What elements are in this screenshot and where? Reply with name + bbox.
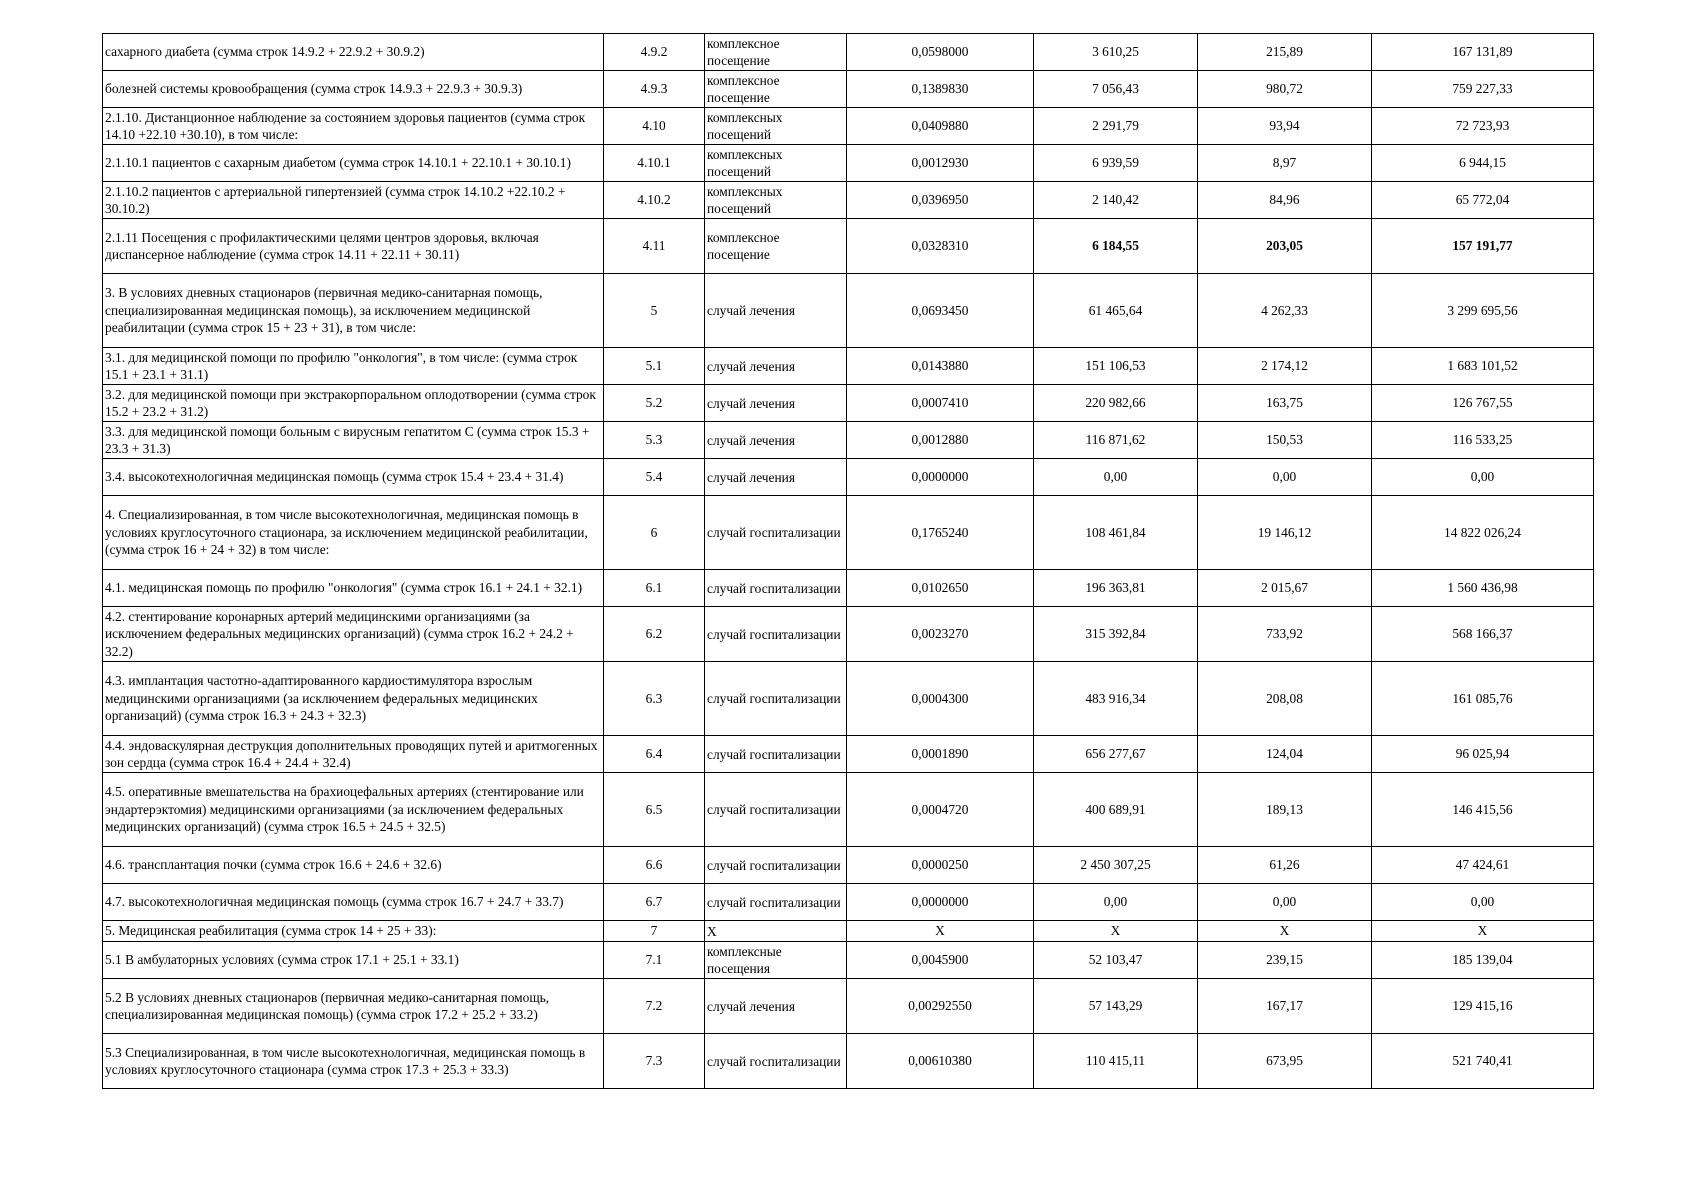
row-unit: комплексных посещений [705,145,847,182]
table-row [103,459,1594,496]
row-name: 5.2 В условиях дневных стационаров (первичная медико-санитарная помощь, специализированная медицинская помощь) (сумма строк 17.2 + 25.2 + 33.2) [103,979,604,1034]
row-number: 7.1 [604,942,705,979]
row-unit: случай госпитализации [705,662,847,736]
row-number: 7.2 [604,979,705,1034]
row-unit: случай госпитализации [705,1034,847,1089]
row-unit-cost: 108 461,84 [1034,496,1198,570]
row-per-capita: 2 174,12 [1198,348,1372,385]
row-name: 2.1.10.1 пациентов с сахарным диабетом (сумма строк 14.10.1 + 22.10.1 + 30.10.1) [103,145,604,182]
row-total: 568 166,37 [1372,607,1594,662]
row-unit: случай лечения [705,459,847,496]
row-total: Х [1372,921,1594,942]
row-total: 759 227,33 [1372,71,1594,108]
row-total: 116 533,25 [1372,422,1594,459]
row-number: 6.7 [604,884,705,921]
row-name: 3.4. высокотехнологичная медицинская помощь (сумма строк 15.4 + 23.4 + 31.4) [103,459,604,496]
row-number: 5.2 [604,385,705,422]
row-unit: случай госпитализации [705,736,847,773]
row-per-capita: 203,05 [1198,219,1372,274]
row-rate: 0,0143880 [847,348,1034,385]
table-row [103,348,1594,385]
row-name: 4.6. трансплантация почки (сумма строк 16.6 + 24.6 + 32.6) [103,847,604,884]
row-name: 5.3 Специализированная, в том числе высокотехнологичная, медицинская помощь в условиях круглосуточного стационара (сумма строк 17.3 + 25.3 + 33.3) [103,1034,604,1089]
row-total: 161 085,76 [1372,662,1594,736]
row-total: 6 944,15 [1372,145,1594,182]
row-per-capita: 733,92 [1198,607,1372,662]
row-per-capita: 150,53 [1198,422,1372,459]
row-unit-cost: 151 106,53 [1034,348,1198,385]
row-rate: 0,0004300 [847,662,1034,736]
row-per-capita: 8,97 [1198,145,1372,182]
row-rate: 0,0012880 [847,422,1034,459]
table-row [103,607,1594,662]
row-unit-cost: 2 291,79 [1034,108,1198,145]
row-number: 6 [604,496,705,570]
row-total: 521 740,41 [1372,1034,1594,1089]
row-total: 14 822 026,24 [1372,496,1594,570]
row-unit: комплексные посещения [705,942,847,979]
row-total: 65 772,04 [1372,182,1594,219]
row-unit: комплексных посещений [705,108,847,145]
row-unit-cost: 315 392,84 [1034,607,1198,662]
row-rate: 0,00610380 [847,1034,1034,1089]
row-number: 5.4 [604,459,705,496]
row-rate: 0,0000000 [847,459,1034,496]
row-total: 0,00 [1372,884,1594,921]
table-body [103,34,1594,1089]
row-per-capita: 673,95 [1198,1034,1372,1089]
table-row [103,662,1594,736]
row-unit: комплексных посещений [705,182,847,219]
row-rate: 0,1765240 [847,496,1034,570]
row-unit-cost: 3 610,25 [1034,34,1198,71]
row-rate: 0,0328310 [847,219,1034,274]
row-rate: Х [847,921,1034,942]
row-name: 2.1.10. Дистанционное наблюдение за состоянием здоровья пациентов (сумма строк 14.10 +22.10 +30.10), в том числе: [103,108,604,145]
table-row [103,422,1594,459]
table-row [103,219,1594,274]
table-row [103,736,1594,773]
row-unit-cost: Х [1034,921,1198,942]
table-row [103,34,1594,71]
table-row [103,71,1594,108]
row-name: 2.1.10.2 пациентов с артериальной гипертензией (сумма строк 14.10.2 +22.10.2 + 30.10.2) [103,182,604,219]
row-name: 4.3. имплантация частотно-адаптированного кардиостимулятора взрослым медицинскими организациями (за исключением федеральных медицинских организаций) (сумма строк 16.3 + 24.3 + 32.3) [103,662,604,736]
row-total: 167 131,89 [1372,34,1594,71]
row-number: 4.10 [604,108,705,145]
tariff-table [102,33,1594,1089]
row-total: 185 139,04 [1372,942,1594,979]
table-row [103,847,1594,884]
row-number: 6.1 [604,570,705,607]
row-unit-cost: 0,00 [1034,459,1198,496]
row-per-capita: 167,17 [1198,979,1372,1034]
row-number: 6.5 [604,773,705,847]
row-name: болезней системы кровообращения (сумма строк 14.9.3 + 22.9.3 + 30.9.3) [103,71,604,108]
table-row [103,979,1594,1034]
row-unit: случай лечения [705,385,847,422]
row-number: 7 [604,921,705,942]
row-number: 6.4 [604,736,705,773]
row-per-capita: 0,00 [1198,884,1372,921]
row-number: 5 [604,274,705,348]
row-unit-cost: 52 103,47 [1034,942,1198,979]
row-number: 6.6 [604,847,705,884]
row-rate: 0,00292550 [847,979,1034,1034]
row-unit-cost: 483 916,34 [1034,662,1198,736]
table-row [103,570,1594,607]
row-unit: комплексное посещение [705,219,847,274]
row-rate: 0,0004720 [847,773,1034,847]
table-row [103,182,1594,219]
row-per-capita: 93,94 [1198,108,1372,145]
row-unit-cost: 6 939,59 [1034,145,1198,182]
row-rate: 0,0409880 [847,108,1034,145]
row-per-capita: 163,75 [1198,385,1372,422]
row-number: 4.9.3 [604,71,705,108]
table-row [103,274,1594,348]
row-rate: 0,0001890 [847,736,1034,773]
table-row [103,942,1594,979]
row-unit-cost: 61 465,64 [1034,274,1198,348]
row-total: 0,00 [1372,459,1594,496]
row-rate: 0,0396950 [847,182,1034,219]
row-name: 4.2. стентирование коронарных артерий медицинскими организациями (за исключением федеральных медицинских организаций) (сумма строк 16.2 + 24.2 + 32.2) [103,607,604,662]
row-total: 129 415,16 [1372,979,1594,1034]
row-rate: 0,0007410 [847,385,1034,422]
table-row [103,385,1594,422]
row-unit: случай госпитализации [705,496,847,570]
row-number: 4.10.1 [604,145,705,182]
row-unit: случай госпитализации [705,607,847,662]
row-rate: 0,0023270 [847,607,1034,662]
row-unit-cost: 57 143,29 [1034,979,1198,1034]
row-unit: случай лечения [705,422,847,459]
row-rate: 0,0045900 [847,942,1034,979]
row-per-capita: 61,26 [1198,847,1372,884]
row-unit-cost: 2 450 307,25 [1034,847,1198,884]
row-total: 1 683 101,52 [1372,348,1594,385]
row-unit: случай госпитализации [705,773,847,847]
row-per-capita: Х [1198,921,1372,942]
row-per-capita: 215,89 [1198,34,1372,71]
row-total: 157 191,77 [1372,219,1594,274]
row-name: 4.7. высокотехнологичная медицинская помощь (сумма строк 16.7 + 24.7 + 33.7) [103,884,604,921]
row-number: 5.1 [604,348,705,385]
row-unit-cost: 116 871,62 [1034,422,1198,459]
row-number: 5.3 [604,422,705,459]
table-row [103,921,1594,942]
row-rate: 0,0000000 [847,884,1034,921]
row-total: 72 723,93 [1372,108,1594,145]
row-number: 7.3 [604,1034,705,1089]
row-unit-cost: 196 363,81 [1034,570,1198,607]
row-unit: комплексное посещение [705,34,847,71]
row-unit: случай лечения [705,348,847,385]
row-unit: комплексное посещение [705,71,847,108]
row-number: 4.11 [604,219,705,274]
row-unit: случай лечения [705,979,847,1034]
row-unit-cost: 2 140,42 [1034,182,1198,219]
row-rate: 0,1389830 [847,71,1034,108]
row-name: 4. Специализированная, в том числе высокотехнологичная, медицинская помощь в условиях круглосуточного стационара, за исключением медицинской реабилитации, (сумма строк 16 + 24 + 32) в том числе: [103,496,604,570]
row-unit: случай госпитализации [705,847,847,884]
row-name: 4.1. медицинская помощь по профилю "онкология" (сумма строк 16.1 + 24.1 + 32.1) [103,570,604,607]
row-per-capita: 208,08 [1198,662,1372,736]
row-unit: Х [705,921,847,942]
row-rate: 0,0102650 [847,570,1034,607]
row-unit: случай госпитализации [705,884,847,921]
table-row [103,1034,1594,1089]
row-per-capita: 189,13 [1198,773,1372,847]
row-unit-cost: 6 184,55 [1034,219,1198,274]
row-total: 96 025,94 [1372,736,1594,773]
row-name: 3.3. для медицинской помощи больным с вирусным гепатитом С (сумма строк 15.3 + 23.3 + 31.3) [103,422,604,459]
row-total: 3 299 695,56 [1372,274,1594,348]
row-name: 3.1. для медицинской помощи по профилю "онкология", в том числе: (сумма строк 15.1 + 23.1 + 31.1) [103,348,604,385]
row-total: 126 767,55 [1372,385,1594,422]
row-name: сахарного диабета (сумма строк 14.9.2 + 22.9.2 + 30.9.2) [103,34,604,71]
row-unit-cost: 656 277,67 [1034,736,1198,773]
table-row [103,884,1594,921]
row-rate: 0,0012930 [847,145,1034,182]
row-name: 5. Медицинская реабилитация (сумма строк 14 + 25 + 33): [103,921,604,942]
row-total: 1 560 436,98 [1372,570,1594,607]
row-total: 47 424,61 [1372,847,1594,884]
row-rate: 0,0000250 [847,847,1034,884]
row-per-capita: 0,00 [1198,459,1372,496]
row-per-capita: 4 262,33 [1198,274,1372,348]
table-row [103,773,1594,847]
row-rate: 0,0598000 [847,34,1034,71]
row-unit: случай госпитализации [705,570,847,607]
table-row [103,108,1594,145]
row-number: 6.3 [604,662,705,736]
row-unit-cost: 110 415,11 [1034,1034,1198,1089]
row-unit-cost: 0,00 [1034,884,1198,921]
row-per-capita: 239,15 [1198,942,1372,979]
row-per-capita: 980,72 [1198,71,1372,108]
row-number: 4.10.2 [604,182,705,219]
row-number: 4.9.2 [604,34,705,71]
row-per-capita: 124,04 [1198,736,1372,773]
row-unit: случай лечения [705,274,847,348]
row-name: 3.2. для медицинской помощи при экстракорпоральном оплодотворении (сумма строк 15.2 + 23.2 + 31.2) [103,385,604,422]
row-rate: 0,0693450 [847,274,1034,348]
row-name: 4.5. оперативные вмешательства на брахиоцефальных артериях (стентирование или эндартерэктомия) медицинскими организациями (за исключением федеральных медицинских организаций) (сумма строк 16.5 + 24.5 + 32.5) [103,773,604,847]
row-per-capita: 2 015,67 [1198,570,1372,607]
row-number: 6.2 [604,607,705,662]
row-unit-cost: 400 689,91 [1034,773,1198,847]
table-row [103,145,1594,182]
row-total: 146 415,56 [1372,773,1594,847]
row-per-capita: 19 146,12 [1198,496,1372,570]
row-unit-cost: 220 982,66 [1034,385,1198,422]
table-row [103,496,1594,570]
row-name: 4.4. эндоваскулярная деструкция дополнительных проводящих путей и аритмогенных зон сердца (сумма строк 16.4 + 24.4 + 32.4) [103,736,604,773]
row-per-capita: 84,96 [1198,182,1372,219]
row-name: 5.1 В амбулаторных условиях (сумма строк 17.1 + 25.1 + 33.1) [103,942,604,979]
row-name: 2.1.11 Посещения с профилактическими целями центров здоровья, включая диспансерное наблюдение (сумма строк 14.11 + 22.11 + 30.11) [103,219,604,274]
row-unit-cost: 7 056,43 [1034,71,1198,108]
row-name: 3. В условиях дневных стационаров (первичная медико-санитарная помощь, специализированная медицинская помощь), за исключением медицинской реабилитации (сумма строк 15 + 23 + 31), в том числе: [103,274,604,348]
